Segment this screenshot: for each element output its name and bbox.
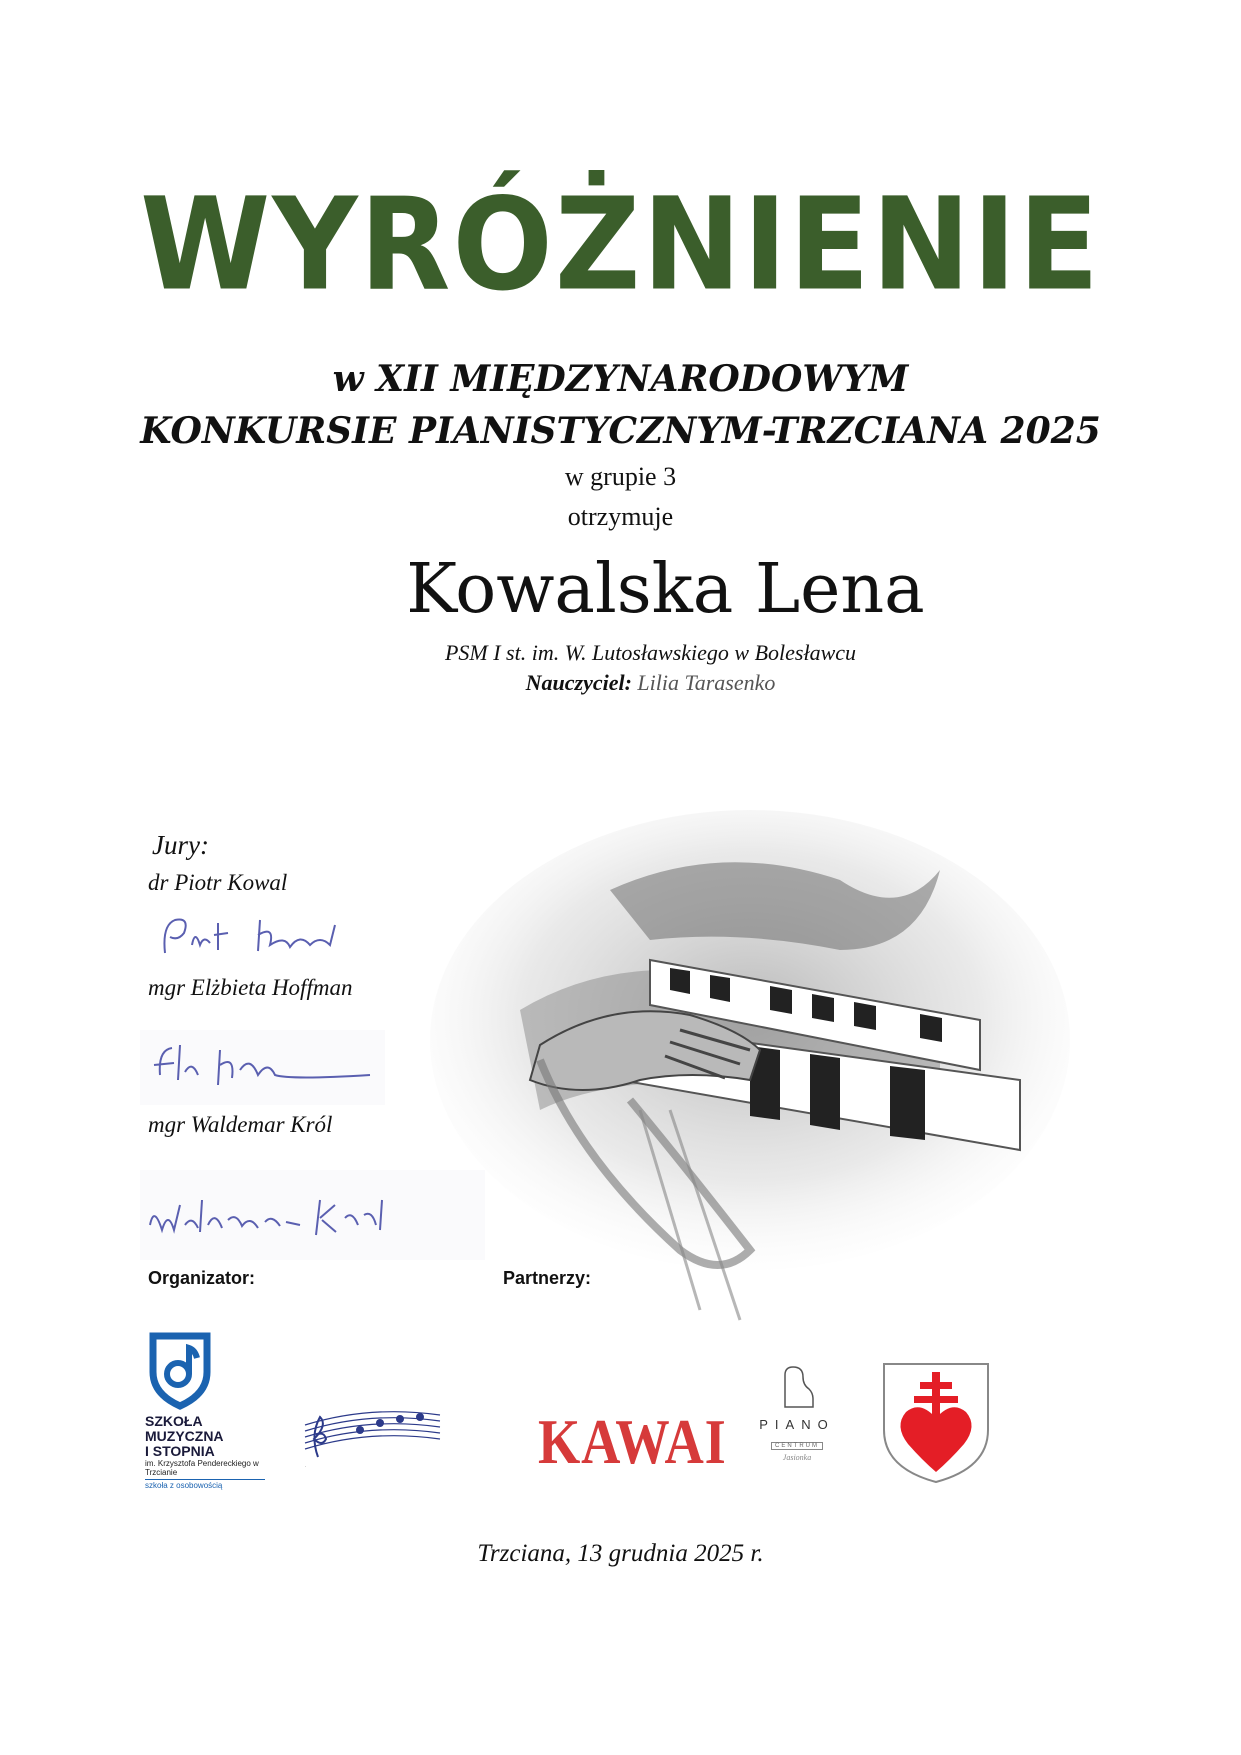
group-text: w grupie 3 xyxy=(564,462,677,491)
jury-heading: Jury: xyxy=(152,830,209,860)
school-logo xyxy=(145,1330,265,1490)
juror-name: mgr Waldemar Król xyxy=(148,1112,333,1137)
signature-1 xyxy=(140,905,380,965)
kawai-logo: KAWAI xyxy=(538,1406,727,1477)
school-patron: im. Krzysztofa Pendereckiego w Trzcianie xyxy=(145,1459,259,1477)
competition-line-2: KONKURSIE PIANISTYCZNYM-TRZCIANA 2025 xyxy=(140,410,1101,452)
teacher-label: Nauczyciel: xyxy=(525,670,632,695)
piano-centrum-city: Jasionka xyxy=(782,1453,812,1462)
music-notes-logo xyxy=(300,1395,450,1470)
recipient-school: PSM I st. im. W. Lutosławskiego w Bolesławcu xyxy=(444,640,857,665)
issue-date: Trzciana, 13 grudnia 2025 r. xyxy=(477,1540,764,1567)
organizer-label: Organizator: xyxy=(148,1268,256,1288)
competition-line-1: w XII MIĘDZYNARODOWYM xyxy=(332,358,909,400)
teacher-name: Lilia Tarasenko xyxy=(637,670,776,695)
piano-centrum-sub: CENTRUM xyxy=(771,1442,823,1450)
partners-label: Partnerzy: xyxy=(503,1268,592,1288)
svg-text:.: . xyxy=(305,1463,307,1468)
juror-name: mgr Elżbieta Hoffman xyxy=(148,975,353,1000)
piano-centrum-word: PIANO xyxy=(759,1417,835,1432)
award-title: WYRÓŻNIENIE xyxy=(140,169,1101,319)
signature-3 xyxy=(140,1170,485,1260)
piano-hand-illustration xyxy=(420,780,1090,1340)
school-shield-logo xyxy=(145,1330,215,1410)
juror-name: dr Piotr Kowal xyxy=(148,870,288,895)
signature-2 xyxy=(140,1030,385,1105)
school-name-line: MUZYCZNA xyxy=(145,1428,224,1444)
recipient-name: Kowalska Lena xyxy=(406,550,925,629)
receives-text: otrzymuje xyxy=(567,502,674,531)
school-name-line: I STOPNIA xyxy=(145,1443,215,1459)
teacher-line xyxy=(0,670,1241,696)
school-tagline: szkoła z osobowością xyxy=(145,1479,265,1490)
piano-outline-logo xyxy=(777,1365,817,1409)
piano-centrum-logo xyxy=(752,1365,842,1475)
coat-of-arms-icon xyxy=(880,1360,992,1486)
school-name-line: SZKOŁA xyxy=(145,1413,203,1429)
